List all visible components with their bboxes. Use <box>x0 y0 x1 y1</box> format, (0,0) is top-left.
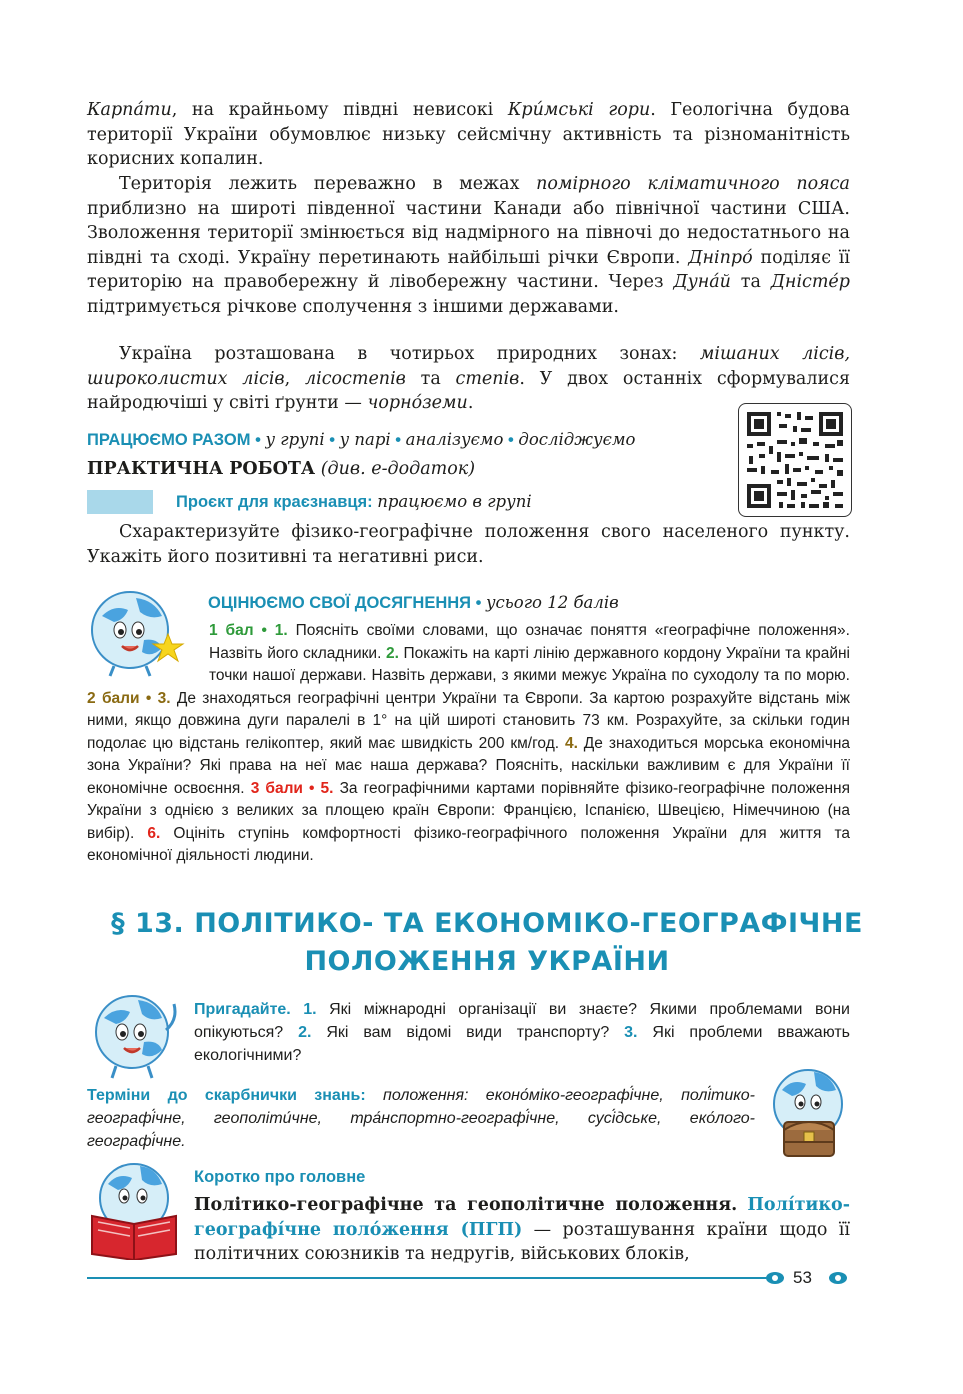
terms-list: положення: еконо́міко-географі́чне, полі́тико-географі́чне, геополіти́чне, тра́нспортно-географі́чне, сусі́дське, еко́лого-географі́чне. <box>87 1087 755 1150</box>
recall-question-2: Які вам відомі види транспорту? <box>311 1024 625 1041</box>
recall-label: Пригадайте. <box>194 1001 291 1018</box>
level-1-label: 1 бал • 1. <box>209 622 288 639</box>
question-2-number: 2. <box>385 644 399 662</box>
practical-work-label: ПРАКТИЧНА РОБОТА <box>87 459 316 479</box>
footer-divider <box>87 1277 767 1279</box>
recall-block <box>194 998 850 1067</box>
globe-mascot-book <box>86 1160 186 1260</box>
text: . <box>467 393 474 413</box>
question-3: Де знаходяться географічні центри України та Європи. За картою розрахуйте відстань між ними, якщо довжина дуги паралелі в 1° на цій широті становить 73 км. Розрахуйте, за скільки годин подолає цю відстань гелікоптер, який має швидкість 200 км/год. <box>87 689 850 752</box>
summary-text <box>194 1193 850 1267</box>
term-carpathians: Карпа́ти <box>87 100 172 120</box>
question-6-number: 6. <box>147 824 161 842</box>
footer-ornament-right-icon <box>826 1270 850 1286</box>
assessment-total: усього 12 балів <box>485 593 619 612</box>
mode-research: досліджуємо <box>518 430 636 449</box>
recall-question-1: Які міжнародні організації ви знаєте? Якими проблемами вони опікуються? <box>194 1001 850 1041</box>
assessment-label: ОЦІНЮЄМО СВОЇ ДОСЯГНЕННЯ <box>208 594 472 612</box>
summary-label: Коротко про головне <box>194 1168 366 1186</box>
text: . У двох останніх сформувалися найродючіші у світі ґрунти — <box>87 368 850 413</box>
summary-definition: — розташування країни щодо її політичних союзників та недругів, військових блоків, <box>194 1219 850 1264</box>
globe-mascot-icon <box>86 990 186 1080</box>
footer-ornament-left-icon <box>764 1270 786 1286</box>
text: та <box>730 272 771 292</box>
project-heading <box>176 490 736 514</box>
text: Україна розташована в чотирьох природних зонах: <box>119 344 700 364</box>
assessment-heading: ОЦІНЮЄМО СВОЇ ДОСЯГНЕННЯ • усього 12 балів <box>208 593 619 612</box>
question-6: Оцініть ступінь комфортності фізико-географічного положення України для життя та економічної діяльності людини. <box>87 824 851 864</box>
term-chernozem: чорно́земи <box>367 393 468 413</box>
text: , на крайньому півдні невисокі <box>171 100 508 120</box>
work-together-heading: ПРАЦЮЄМО РАЗОМ • у групі • у парі • аналізуємо • досліджуємо <box>87 430 636 449</box>
question-4: Де знаходиться морська економічна зона України? Які права на неї має наша держава? Поясніть, наскільки важливим є для України її економічне освоєння. <box>87 734 851 797</box>
page-number: 53 <box>793 1268 812 1287</box>
paragraph-natural-zones <box>87 342 850 416</box>
project-label: Проєкт для краєзнавця: <box>176 493 373 511</box>
term-danube: Дуна́й <box>673 272 731 292</box>
term-forest-steppe: лісостепів <box>304 368 406 389</box>
project-marker <box>87 490 153 514</box>
term-climate-belt: помірного кліматичного пояса <box>536 174 850 194</box>
term-steppe: степів <box>455 368 520 389</box>
terms-label: Терміни до скарбнички знань: <box>87 1087 366 1104</box>
section-title-line-2: ПОЛОЖЕННЯ УКРАЇНИ <box>304 946 670 977</box>
summary-bold-heading: Політико-географічне та геополітичне положення. <box>194 1195 738 1215</box>
qr-code-icon <box>739 404 851 516</box>
text: та <box>405 368 456 389</box>
text: Територія лежить переважно в межах <box>119 174 537 194</box>
term-dniester: Дністе́р <box>770 272 850 292</box>
recall-number-2: 2. <box>298 1024 312 1041</box>
treasure-chest-icon <box>764 1064 856 1162</box>
level-2-label: 2 бали • 3. <box>87 689 171 707</box>
recall-question-3: Які проблеми вважають екологічними? <box>194 1024 851 1064</box>
practical-work <box>87 457 727 482</box>
mode-pair: у парі <box>339 430 391 449</box>
term-forests: мішаних лісів, широколистих лісів <box>87 344 851 389</box>
text: приблизно на широті південної частини Канади або північної частини США. Зволоження території змінюється від надмірного на півночі до недостатнього на півдні та сході. Україну перетинають найбільші річки Європи. <box>87 198 850 268</box>
globe-mascot-recall <box>86 990 186 1080</box>
text: підтримується річкове сполучення з іншими державами. <box>87 296 619 317</box>
book-icon <box>86 1160 186 1260</box>
terms-block <box>87 1084 755 1153</box>
mode-analyze: аналізуємо <box>405 430 504 449</box>
level-3-label: 3 бали • 5. <box>250 779 334 797</box>
term-crimean-mountains: Кри́мські гори <box>507 100 651 120</box>
paragraph-climate <box>87 172 850 319</box>
mode-group: у групі <box>265 430 325 449</box>
question-4-number: 4. <box>564 734 578 752</box>
work-together-label: ПРАЦЮЄМО РАЗОМ <box>87 431 251 449</box>
text: поділяє її територію на правобережну й лівобережну частини. Через <box>87 247 850 292</box>
summary-term: Полі́тико-географі́чне поло́ження (ПГП) <box>194 1195 850 1240</box>
question-1: Поясніть своїми словами, що означає поняття «географічне положення». Назвіть його складники. <box>209 622 850 662</box>
qr-code[interactable] <box>738 403 852 517</box>
practical-work-note[interactable]: (див. е-додаток) <box>320 459 476 479</box>
term-dnipro: Дніпро́ <box>688 247 753 268</box>
summary-heading <box>194 1166 854 1189</box>
text: . Геологічна будова території України обумовлює низьку сейсмічну активність та різноманітність корисних копалин. <box>87 100 850 169</box>
recall-number-3: 3. <box>624 1024 638 1041</box>
assessment-questions <box>87 620 850 868</box>
paragraph-relief <box>87 98 850 172</box>
globe-mascot-chest <box>764 1064 856 1162</box>
question-2: Покажіть на карті лінію державного кордону України та крайні точки нашої держави. Назвіть держави, з якими межує Україна по суходолу та по морю. <box>209 644 850 684</box>
section-title-line-1: § 13. ПОЛІТИКО- ТА ЕКОНОМІКО-ГЕОГРАФІЧНЕ <box>111 908 863 939</box>
project-mode: працюємо в групі <box>377 492 532 511</box>
text: , <box>284 368 305 389</box>
recall-number-1: 1. <box>303 1001 317 1018</box>
question-5: За географічними картами порівняйте фізико-географічне положення України з однією з великих за площею країн Європи: Францією, Іспанією, Швецією, Німеччиною (на вибір). <box>87 779 850 842</box>
project-task: Схарактеризуйте фізико-географічне положення свого населеного пункту. Укажіть його позитивні та негативні риси. <box>87 522 850 567</box>
